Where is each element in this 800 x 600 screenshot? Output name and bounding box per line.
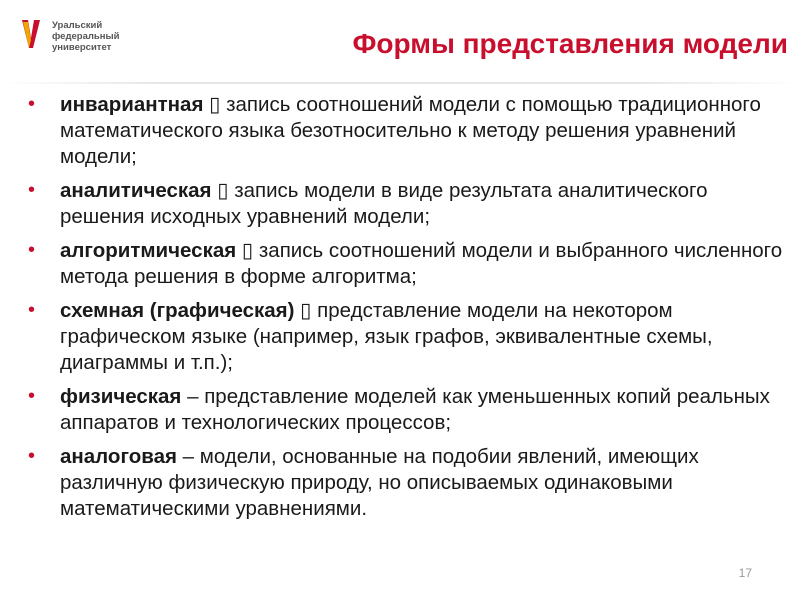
bullet-icon: • (28, 445, 36, 467)
list-item (28, 384, 788, 436)
item-term: инвариантная (60, 93, 204, 116)
item-separator: ▯ (236, 239, 259, 262)
item-text: запись соотношений модели и выбранного численного метода решения в форме алгоритма; (60, 239, 783, 288)
item-separator: – (181, 385, 205, 408)
bullet-icon: • (28, 93, 36, 115)
item-text: запись соотношений модели с помощью традиционного математического языка безотносительно к методу решения уравнений модели; (60, 93, 761, 168)
logo-text (52, 20, 119, 53)
forms-list (28, 92, 788, 530)
page-number: 17 (738, 566, 752, 580)
bullet-icon: • (28, 299, 36, 321)
logo-line: федеральный (52, 31, 120, 42)
item-term: аналитическая (60, 179, 212, 202)
list-item (28, 298, 788, 376)
item-term: физическая (60, 385, 182, 408)
item-term: схемная (графическая) (60, 299, 295, 322)
slide-title: Формы представления модели (352, 28, 788, 59)
title-divider (0, 82, 800, 84)
list-item (28, 238, 788, 290)
urfu-logo-icon (20, 18, 42, 52)
university-logo (20, 18, 160, 58)
item-separator: ▯ (294, 299, 318, 322)
list-item (28, 178, 788, 230)
item-separator: – (176, 445, 200, 468)
item-text: представление модели на некотором графическом языке (например, язык графов, эквивалентные схемы, диаграммы и т.п.); (60, 299, 713, 374)
list-item (28, 92, 788, 170)
item-text: представление моделей как уменьшенных копий реальных аппаратов и технологических процессов; (60, 385, 770, 434)
logo-line: университет (52, 42, 112, 53)
item-term: алгоритмическая (60, 239, 237, 262)
bullet-icon: • (28, 385, 36, 407)
item-text: запись модели в виде результата аналитического решения исходных уравнений модели; (60, 179, 708, 228)
item-separator: ▯ (203, 93, 227, 116)
logo-line: Уральский (52, 20, 103, 31)
item-term: аналоговая (60, 445, 177, 468)
bullet-icon: • (28, 179, 36, 201)
item-separator: ▯ (211, 179, 235, 202)
bullet-icon: • (28, 239, 36, 261)
list-item (28, 444, 788, 522)
item-text: модели, основанные на подобии явлений, имеющих различную физическую природу, но описываемых одинаковыми математическими уравнениями. (60, 445, 699, 520)
